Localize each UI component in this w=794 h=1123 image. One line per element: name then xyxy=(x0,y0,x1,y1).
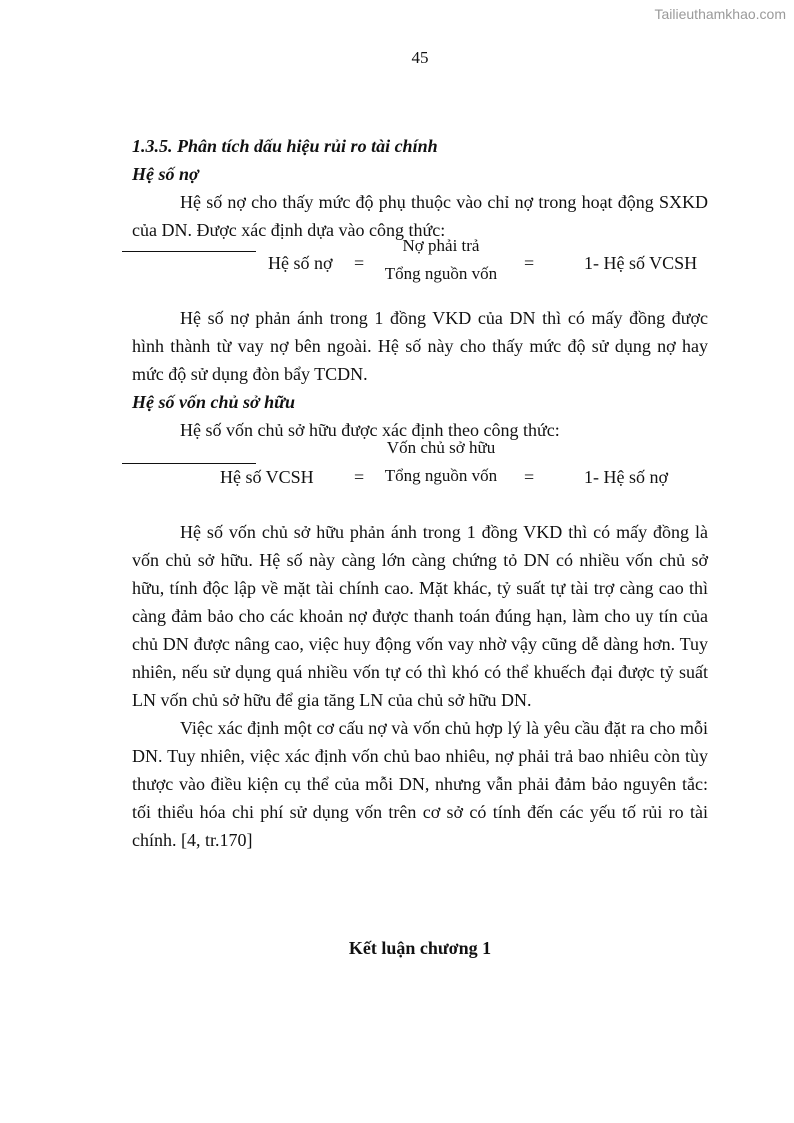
document-body xyxy=(132,132,708,854)
formula-equals-sign: = xyxy=(524,467,535,487)
equity-ratio-formula xyxy=(132,438,708,502)
formula-fraction xyxy=(378,232,504,288)
formula-numerator: Nợ phải trả xyxy=(402,236,480,255)
page-number: 45 xyxy=(411,48,429,67)
watermark: Tailieuthamkhao.com xyxy=(654,6,786,22)
capital-structure-paragraph: Việc xác định một cơ cấu nợ và vốn chủ hợp lý là yêu cầu đặt ra cho mỗi DN. Tuy nhiên, việc xác định vốn chủ bao nhiêu, nợ phải trả bao nhiêu còn tùy thược vào điều kiện cụ thể của mỗi DN, nhưng vẫn phải đảm bảo nguyên tắc: tối thiểu hóa chi phí sử dụng vốn trên cơ sở có tính đến các yếu tố rủi ro tài chính. [4, tr.170] xyxy=(132,718,708,850)
equity-ratio-explanation: Hệ số vốn chủ sở hữu phản ánh trong 1 đồng VKD thì có mấy đồng là vốn chủ sở hữu. Hệ số này càng lớn càng chứng tỏ DN có nhiều vốn chủ sở hữu, tính độc lập về mặt tài chính cao. Mặt khác, tỷ suất tự tài trợ càng cao thì càng đảm bảo cho các khoản nợ được thanh toán đúng hạn, làm cho uy tín của chủ DN được nâng cao, việc huy động vốn vay nhờ vậy cũng dễ dàng hơn. Tuy nhiên, nếu sử dụng quá nhiều vốn tự có thì khó có thể khuếch đại được tỷ suất LN vốn chủ sở hữu để gia tăng LN của chủ sở hữu DN. xyxy=(132,522,708,710)
spacer xyxy=(132,504,708,518)
formula-right-term: 1- Hệ số nợ xyxy=(584,467,669,487)
equity-ratio-heading: Hệ số vốn chủ sở hữu xyxy=(132,392,295,412)
section-heading: 1.3.5. Phân tích dấu hiệu rủi ro tài chính xyxy=(132,136,438,156)
chapter-conclusion-heading: Kết luận chương 1 xyxy=(348,938,492,958)
formula-equals-sign: = xyxy=(524,253,535,273)
formula-rule-line xyxy=(122,251,256,252)
formula-numerator: Vốn chủ sở hữu xyxy=(386,438,496,457)
debt-ratio-formula xyxy=(132,236,708,302)
formula-left-term: Hệ số nợ xyxy=(268,253,333,273)
formula-equals-sign: = xyxy=(354,253,365,273)
debt-ratio-heading: Hệ số nợ xyxy=(132,164,199,184)
formula-denominator: Tổng nguồn vốn xyxy=(384,264,498,283)
formula-fraction xyxy=(378,434,504,490)
formula-equals-sign: = xyxy=(354,467,365,487)
debt-ratio-intro: Hệ số nợ cho thấy mức độ phụ thuộc vào chỉ nợ trong hoạt động SXKD của DN. Được xác định dựa vào công thức: xyxy=(132,192,708,240)
formula-right-term: 1- Hệ số VCSH xyxy=(584,253,698,273)
formula-left-term: Hệ số VCSH xyxy=(220,467,314,487)
debt-ratio-explanation: Hệ số nợ phản ánh trong 1 đồng VKD của DN thì có mấy đồng được hình thành từ vay nợ bên ngoài. Hệ số này cho thấy mức độ sử dụng nợ hay mức độ sử dụng đòn bẩy TCDN. xyxy=(132,308,708,384)
equity-ratio-intro: Hệ số vốn chủ sở hữu được xác định theo công thức: xyxy=(180,420,560,440)
formula-denominator: Tổng nguồn vốn xyxy=(384,466,498,485)
